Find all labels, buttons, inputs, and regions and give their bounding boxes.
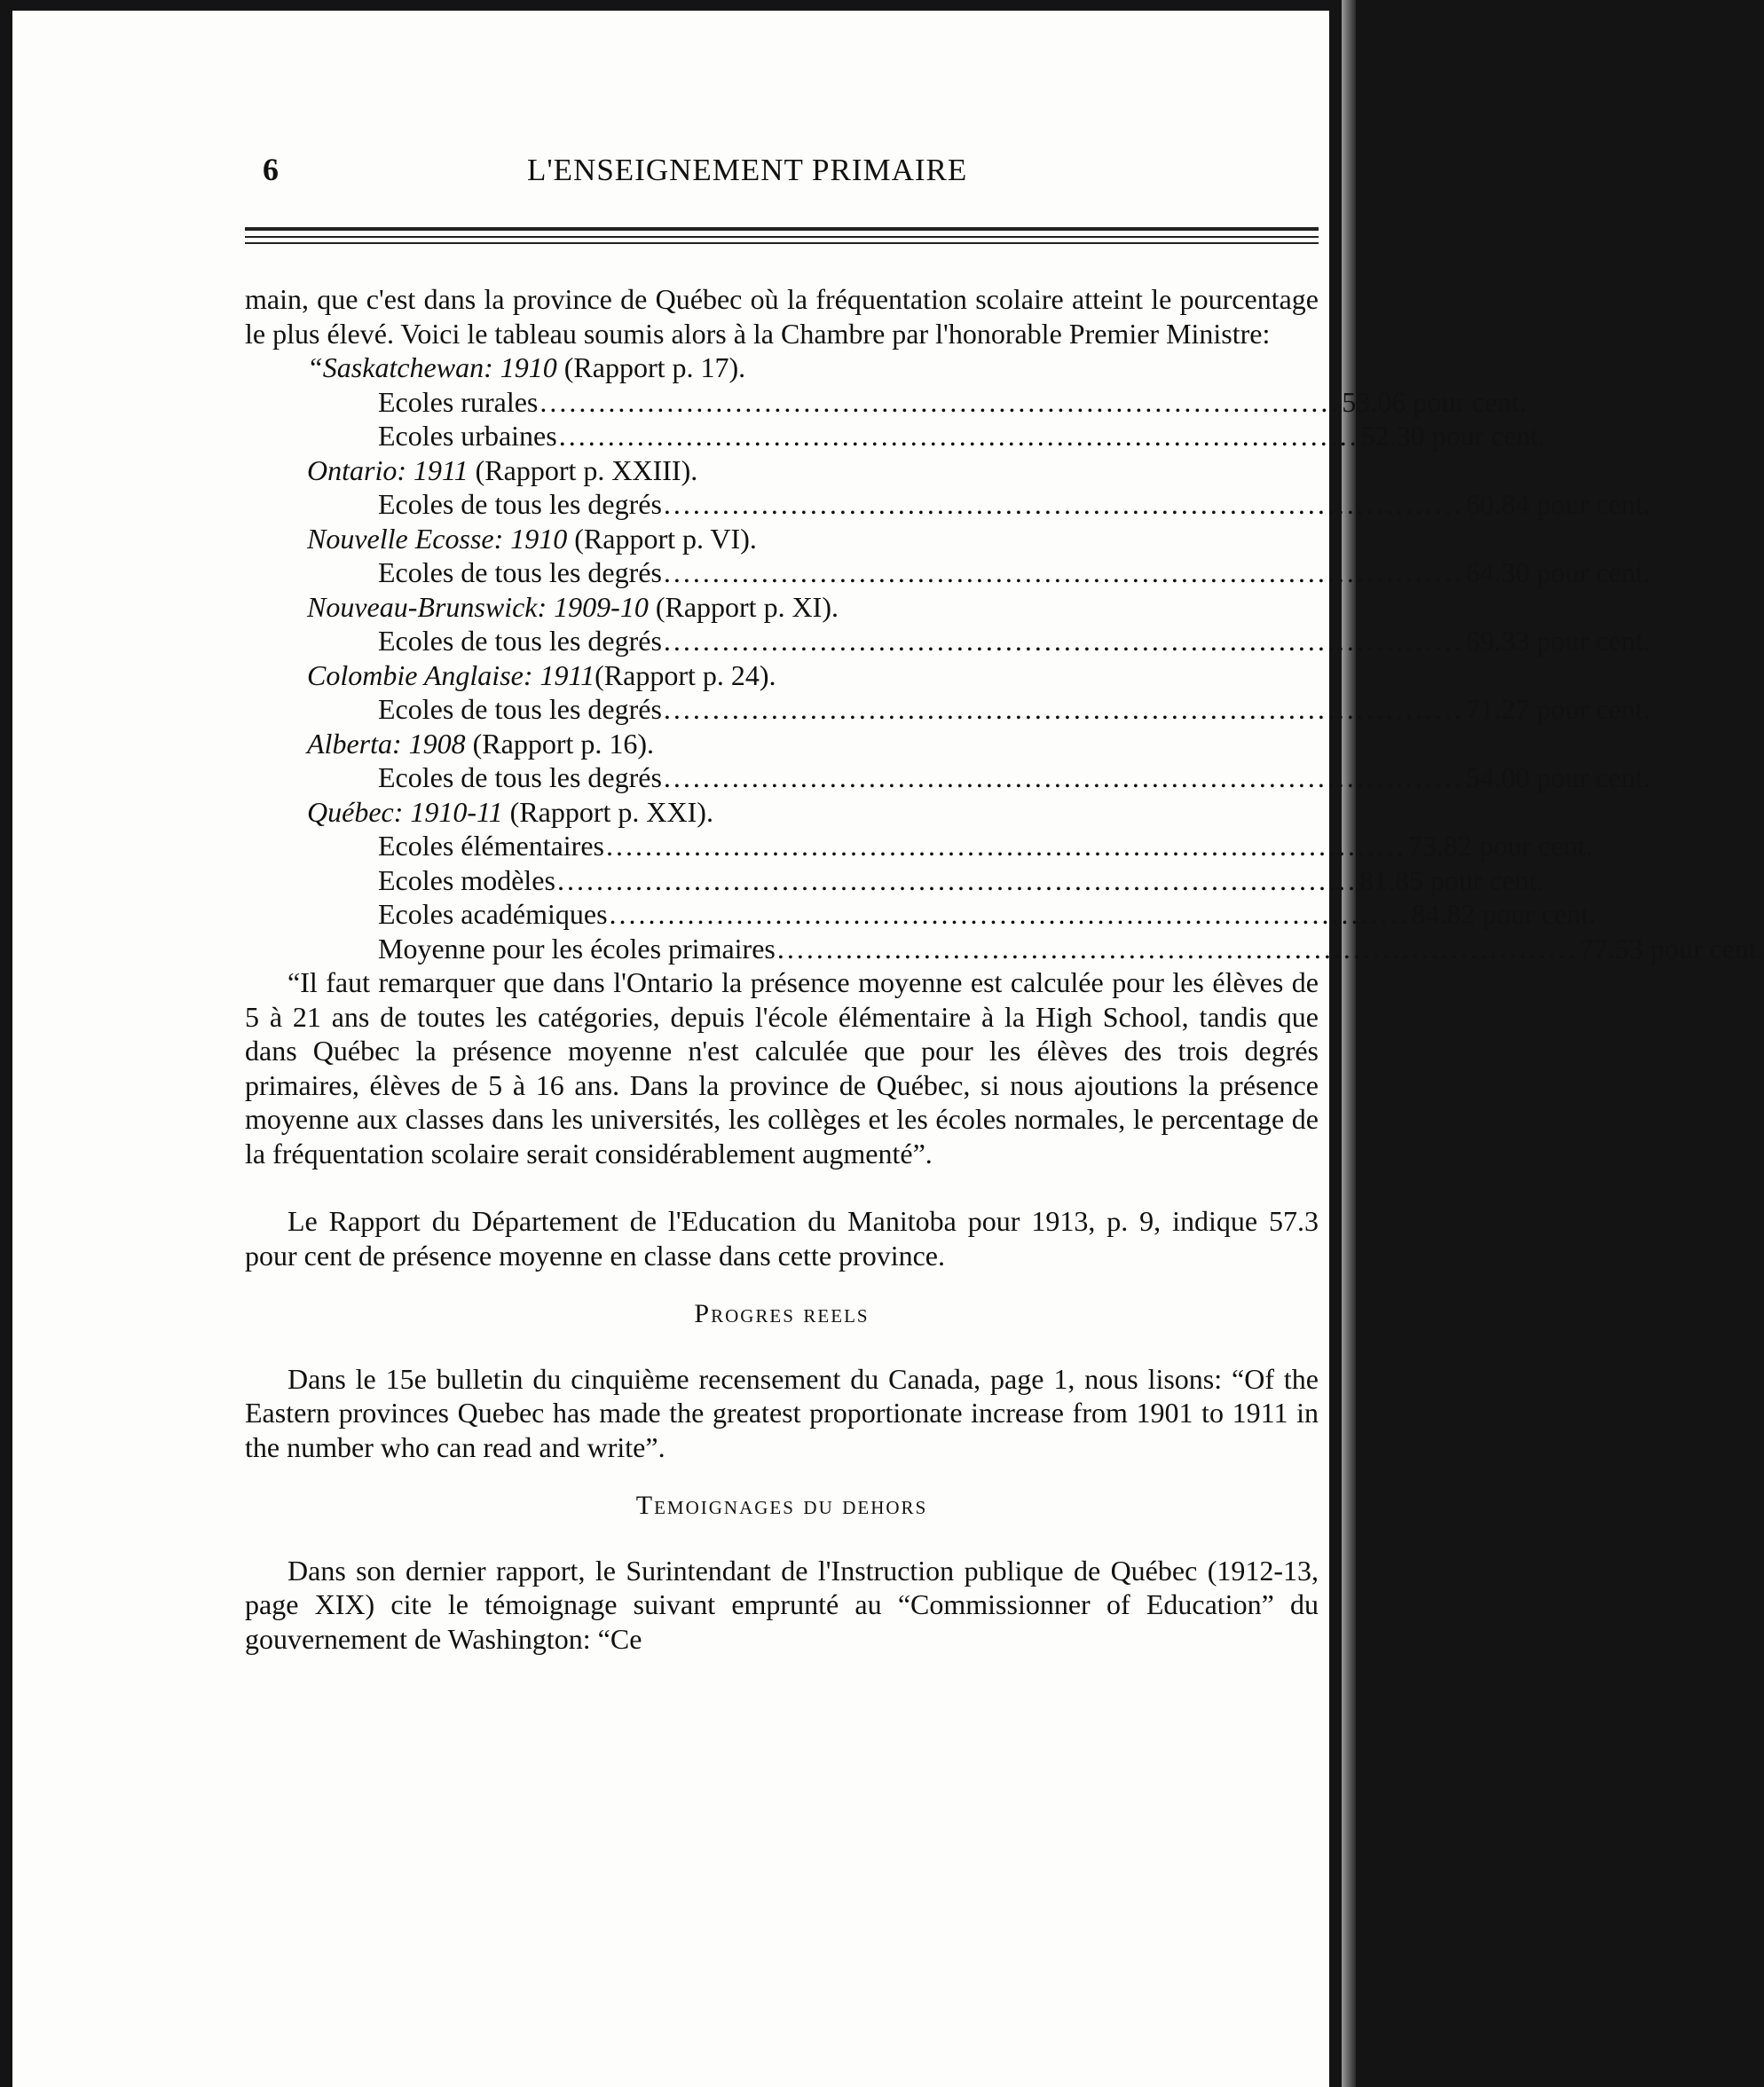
leader-dots: .................................................................................. (558, 420, 1359, 452)
attendance-table (245, 350, 1764, 965)
table-row (245, 760, 1650, 795)
row-value: 71.27 pour cent. (1465, 693, 1650, 725)
row-value: 54.00 pour cent. (1465, 761, 1650, 793)
paragraph-gap (245, 1170, 1319, 1204)
row-label: Ecoles de tous les degrés (378, 625, 662, 657)
province-name: Colombie Anglaise: 1911 (307, 658, 595, 691)
row-label: Ecoles rurales (378, 385, 539, 418)
table-row (245, 624, 1650, 658)
province-ref: (Rapport p. XI). (648, 590, 839, 623)
province-ref: (Rapport p. 17). (556, 351, 746, 383)
province-name: Nouvelle Ecosse: 1910 (307, 522, 568, 555)
row-label: Ecoles de tous les degrés (378, 761, 662, 793)
leader-dots: .................................................................................. (556, 863, 1358, 896)
header-rule-thin-2 (245, 242, 1319, 244)
section-heading: Temoignages du dehors (635, 1491, 928, 1520)
row-value: 52.30 pour cent. (1360, 420, 1546, 452)
table-row (245, 419, 1546, 453)
province-heading (245, 453, 1319, 488)
row-value: 69.33 pour cent. (1465, 625, 1650, 657)
table-row (245, 829, 1593, 863)
body-text (245, 282, 1764, 1656)
province-name: Ontario: 1911 (307, 453, 469, 486)
header-rule-thick (245, 227, 1319, 231)
leader-dots: .................................................................................. (605, 830, 1406, 862)
table-row (245, 385, 1527, 420)
leader-dots: .................................................................................. (539, 385, 1341, 418)
province-heading (245, 522, 1319, 556)
table-row (245, 897, 1596, 932)
page-header (245, 151, 1319, 204)
province-heading (245, 727, 1319, 761)
leader-dots: .................................................................................. (663, 625, 1464, 657)
quote-paragraph: “Il faut remarquer que dans l'Ontario la présence moyenne est calculée pour les élèves de 5 à 21 ans de toutes les catégories, depuis l'école élémentaire à la High School, tandis que dans Québec la présence moyenne n'est calculée que pour les élèves des trois degrés primaires, élèves de 5 à 16 ans. Dans la province de Québec, si nous ajoutions la présence moyenne aux classes dans les universités, les collèges et les écoles normales, le percentage de la fréquentation scolaire serait considérablement augmenté”. (245, 966, 1319, 1170)
intro-paragraph: main, que c'est dans la province de Québec où la fréquentation scolaire atteint le pourcentage le plus élevé. Voici le tableau soumis alors à la Chambre par l'honorable Premier Ministre: (245, 283, 1319, 350)
row-label: Ecoles de tous les degrés (378, 556, 662, 588)
province-name: Québec: 1910-11 (307, 795, 503, 828)
province-name: Nouveau-Brunswick: 1909-10 (307, 590, 649, 623)
section-paragraph: Dans son dernier rapport, le Surintendant de l'Instruction publique de Québec (1912-13, page XIX) cite le témoignage suivant emprunté au “Commissionner of Education” du gouvernement de Washington: “Ce (245, 1554, 1319, 1655)
province-ref: (Rapport p. XXI). (502, 795, 713, 828)
table-row (245, 487, 1650, 522)
row-label: Ecoles modèles (378, 863, 555, 896)
leader-dots: .................................................................................. (609, 898, 1410, 930)
table-row (245, 692, 1650, 727)
header-rule-thin (245, 236, 1319, 238)
province-heading (245, 350, 1319, 385)
page-number: 6 (263, 152, 279, 187)
table-row (245, 932, 1764, 966)
row-value: 84.82 pour cent. (1411, 898, 1596, 930)
row-label: Ecoles de tous les degrés (378, 488, 662, 520)
province-heading (245, 795, 1319, 830)
leader-dots: .................................................................................. (776, 932, 1578, 965)
running-title: L'ENSEIGNEMENT PRIMAIRE (527, 153, 968, 187)
row-value: 73.82 pour cent. (1407, 830, 1593, 862)
row-label: Ecoles de tous les degrés (378, 693, 662, 725)
leader-dots: .................................................................................. (663, 488, 1464, 520)
province-name: “Saskatchewan: 1910 (307, 351, 557, 383)
leader-dots: .................................................................................. (663, 556, 1464, 588)
province-ref: (Rapport p. VI). (567, 522, 757, 555)
section-heading: Progres reels (694, 1299, 870, 1328)
row-value: 60.84 pour cent. (1465, 488, 1650, 520)
row-label: Ecoles académiques (378, 898, 608, 930)
page-edge-shadow (1342, 0, 1356, 2087)
leader-dots: .................................................................................. (663, 761, 1464, 793)
row-label: Moyenne pour les écoles primaires (378, 932, 776, 965)
province-heading (245, 590, 1319, 625)
province-ref: (Rapport p. XXIII). (468, 453, 698, 486)
row-label: Ecoles urbaines (378, 420, 557, 452)
section-paragraph: Dans le 15e bulletin du cinquième recensement du Canada, page 1, nous lisons: “Of the Eastern provinces Quebec has made the greatest proportionate increase from 1901 to 1911 in the number who can read and write”. (245, 1362, 1319, 1463)
row-value: 77.53 pour cent. (1579, 932, 1764, 965)
province-ref: (Rapport p. 24). (595, 658, 776, 691)
row-label: Ecoles élémentaires (378, 830, 604, 862)
row-value: 53.06 pour cent. (1342, 385, 1527, 418)
table-row (245, 555, 1650, 590)
row-value: 81.85 pour cent. (1358, 863, 1544, 896)
province-name: Alberta: 1908 (307, 727, 466, 760)
row-value: 64.30 pour cent. (1465, 556, 1650, 588)
leader-dots: .................................................................................. (663, 693, 1464, 725)
province-ref: (Rapport p. 16). (465, 727, 655, 760)
table-row (245, 863, 1544, 898)
manitoba-paragraph: Le Rapport du Département de l'Education du Manitoba pour 1913, p. 9, indique 57.3 pour cent de présence moyenne en classe dans cette province. (245, 1205, 1319, 1272)
province-heading (245, 658, 1319, 693)
